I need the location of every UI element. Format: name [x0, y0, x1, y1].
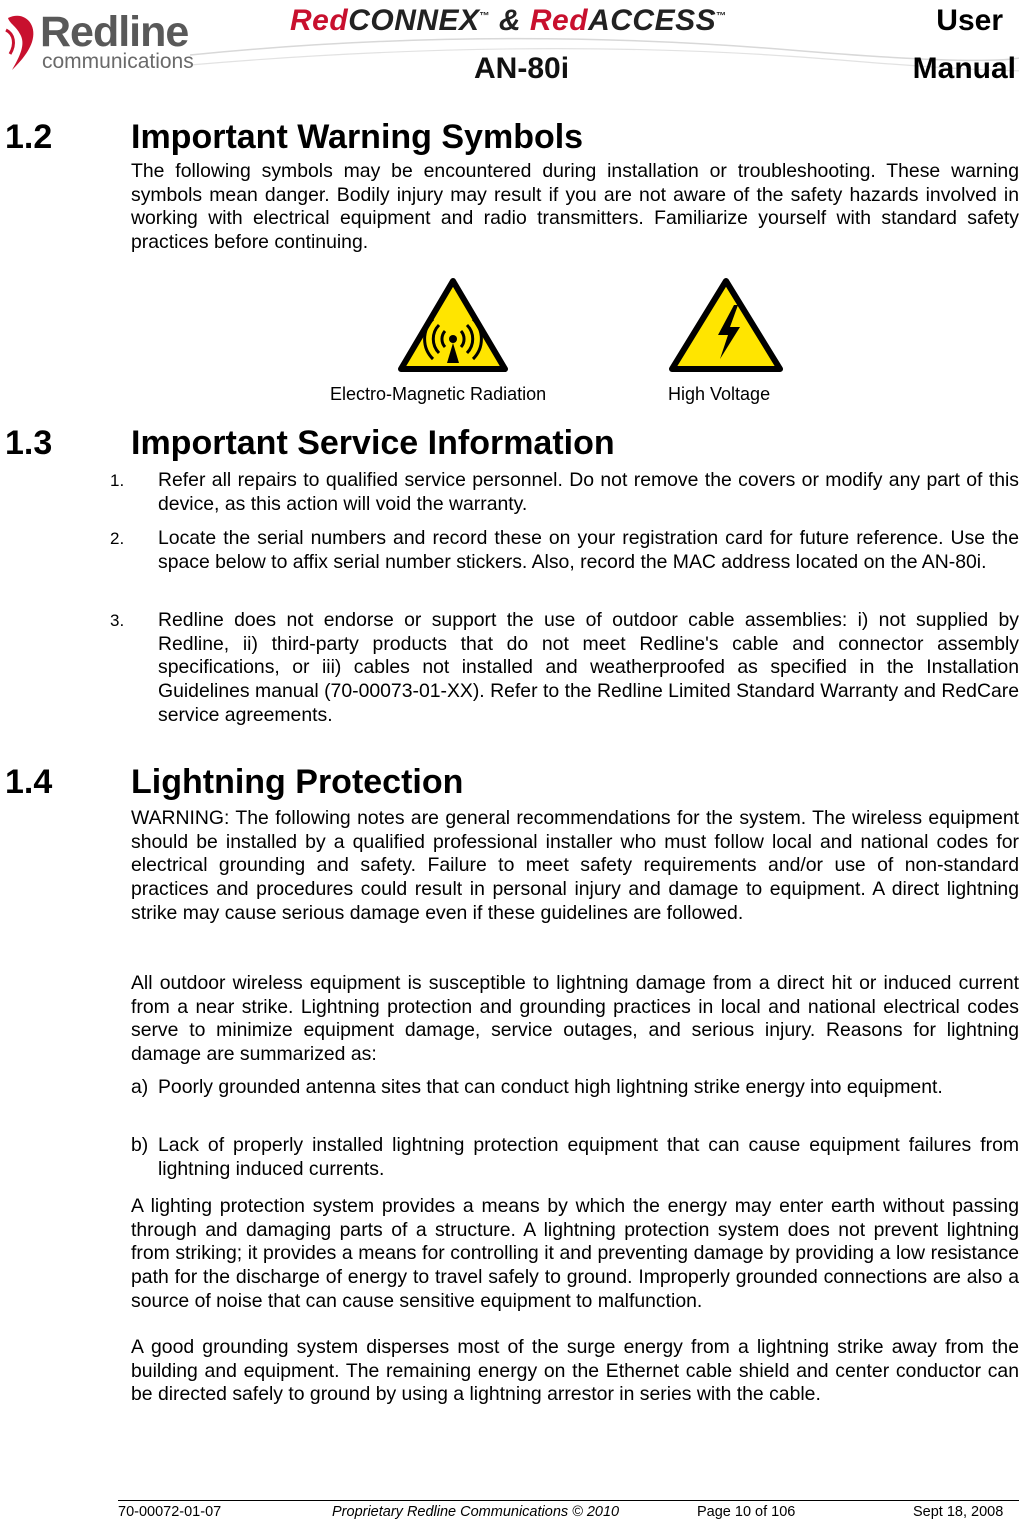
- list-marker: a): [131, 1076, 149, 1098]
- list-item: [110, 609, 1019, 728]
- list-item-text: Lack of properly installed lightning protection equipment that can cause equipment failures from lightning induced currents.: [158, 1134, 1019, 1180]
- logo-wordmark: Redline: [40, 8, 189, 56]
- logo-tagline: communications: [42, 50, 194, 73]
- radiation-warning-icon: [397, 277, 509, 373]
- header-user-label: User: [936, 4, 1003, 37]
- footer-divider: [118, 1500, 1019, 1501]
- list-item-text: Locate the serial numbers and record these on your registration card for future reference. Use the space below to affix serial number stickers. Also, record the MAC address located on the AN-80i.: [158, 527, 1019, 573]
- paragraph: All outdoor wireless equipment is susceptible to lightning damage from a direct hit or induced current from a near strike. Lightning protection and grounding practices in local and national electrical codes serve to minimize equipment damage, service outages, and serious injury. Reasons for lightning damage are summarized as:: [131, 972, 1019, 1066]
- list-item-text: Poorly grounded antenna sites that can conduct high lightning strike energy into equipment.: [158, 1076, 943, 1098]
- list-item-text: Refer all repairs to qualified service personnel. Do not remove the covers or modify any part of this device, as this action will void the warranty.: [158, 469, 1019, 515]
- redline-logo: [2, 4, 202, 74]
- list-item: [131, 1076, 1019, 1100]
- section-number: 1.4: [5, 763, 53, 801]
- redline-swoosh-icon: [2, 4, 42, 74]
- page-header: [0, 0, 1019, 100]
- list-item-text: Redline does not endorse or support the use of outdoor cable assemblies: i) not supplied by Redline, ii) third-party products that do not meet Redline's cable and connector assembly specifications, or iii) cables not installed and weatherproofed as specified in the Installation Guidelines manual (70-00073-01-XX). Refer to the Redline Limited Standard Warranty and RedCare service agreements.: [158, 609, 1019, 726]
- paragraph: WARNING: The following notes are general recommendations for the system. The wireless equipment should be installed by a qualified professional installer who must follow local and national codes for electrical grounding and safety. Failure to meet safety requirements and/or use of non-standard practices and procedures could result in personal injury and damage to equipment. A direct lightning strike may cause serious damage even if these guidelines are followed.: [131, 807, 1019, 924]
- list-item: [110, 527, 1019, 574]
- list-marker: b): [131, 1134, 149, 1156]
- footer-page-number: Page 10 of 106: [697, 1504, 796, 1520]
- section-title: Important Warning Symbols: [131, 118, 584, 156]
- product-model: AN-80i: [474, 52, 570, 85]
- list-marker: 2.: [110, 529, 125, 548]
- footer-date: Sept 18, 2008: [913, 1504, 1004, 1520]
- footer-doc-number: 70-00072-01-07: [118, 1504, 222, 1520]
- product-brand: RedCONNEX™ & RedACCESS™: [290, 4, 727, 37]
- header-manual-label: Manual: [912, 52, 1016, 85]
- list-marker: 1.: [110, 471, 125, 490]
- list-marker: 3.: [110, 611, 125, 630]
- high-voltage-warning-icon: [668, 277, 784, 373]
- list-item: [131, 1134, 1019, 1181]
- section-title: Lightning Protection: [131, 763, 464, 801]
- section-number: 1.3: [5, 424, 53, 462]
- paragraph: A lighting protection system provides a means by which the energy may enter earth without passing through and damaging parts of a structure. A lightning protection system does not prevent lightning from striking; it provides a means for controlling it and preventing damage by providing a low resistance path for the discharge of energy to travel safely to ground. Improperly grounded connections are also a source of noise that can cause sensitive equipment to malfunction.: [131, 1195, 1019, 1312]
- section-title: Important Service Information: [131, 424, 615, 462]
- paragraph: The following symbols may be encountered during installation or troubleshooting. These warning symbols mean danger. Bodily injury may result if you are not aware of the safety hazards involved in working with electrical equipment and radio transmitters. Familiarize yourself with standard safety practices before continuing.: [131, 160, 1019, 254]
- paragraph: A good grounding system disperses most of the surge energy from a lightning strike away from the building and equipment. The remaining energy on the Ethernet cable shield and center conductor can be directed safely to ground by using a lightning arrestor in series with the cable.: [131, 1336, 1019, 1406]
- list-item: [110, 469, 1019, 516]
- radiation-warning-label: Electro-Magnetic Radiation: [330, 384, 547, 404]
- high-voltage-warning-label: High Voltage: [668, 384, 771, 404]
- header-swoosh-decoration: [190, 30, 1019, 90]
- footer-copyright: Proprietary Redline Communications © 2010: [332, 1504, 620, 1520]
- section-number: 1.2: [5, 118, 53, 156]
